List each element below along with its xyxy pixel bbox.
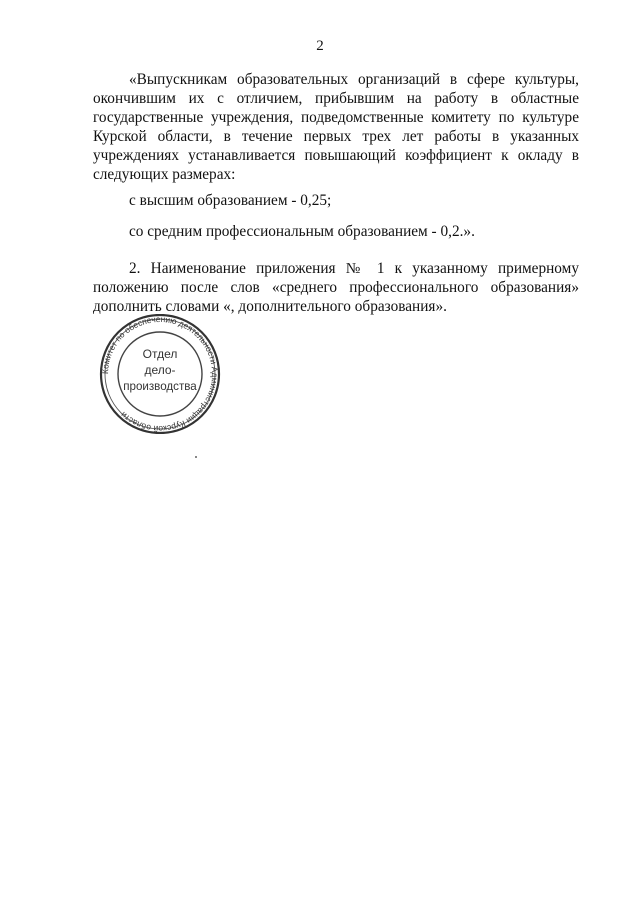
stamp-ring-text: Комитет по обеспечению деятельности Администрации Курской области	[99, 314, 221, 434]
page-number: 2	[316, 38, 324, 54]
stamp-seal-graphic	[96, 314, 224, 434]
stamp-line-2: дело-	[144, 363, 176, 377]
paragraph-higher-education: с высшим образованием - 0,25;	[129, 192, 332, 209]
paragraph-graduates-coefficient: «Выпускникам образовательных организаций в сфере культуры, окончившим их с отличием, прибывшим на работу в областные государственные учреждения, подведомственные комитету по культуре Курской области, в течение первых трех лет работы в указанных учреждениях устанавливается повышающий коэффициент к окладу в следующих размерах:	[93, 71, 579, 183]
stamp-line-3: производства	[123, 380, 197, 393]
paragraph-secondary-education: со средним профессиональным образованием - 0,2.».	[129, 223, 475, 240]
office-stamp	[96, 314, 224, 434]
scan-speck	[195, 456, 197, 458]
paragraph-appendix-amendment: 2. Наименование приложения № 1 к указанному примерному положению после слов «среднего профессионального образования» дополнить словами «, дополнительного образования».	[93, 260, 579, 315]
stamp-line-1: Отдел	[142, 347, 178, 361]
